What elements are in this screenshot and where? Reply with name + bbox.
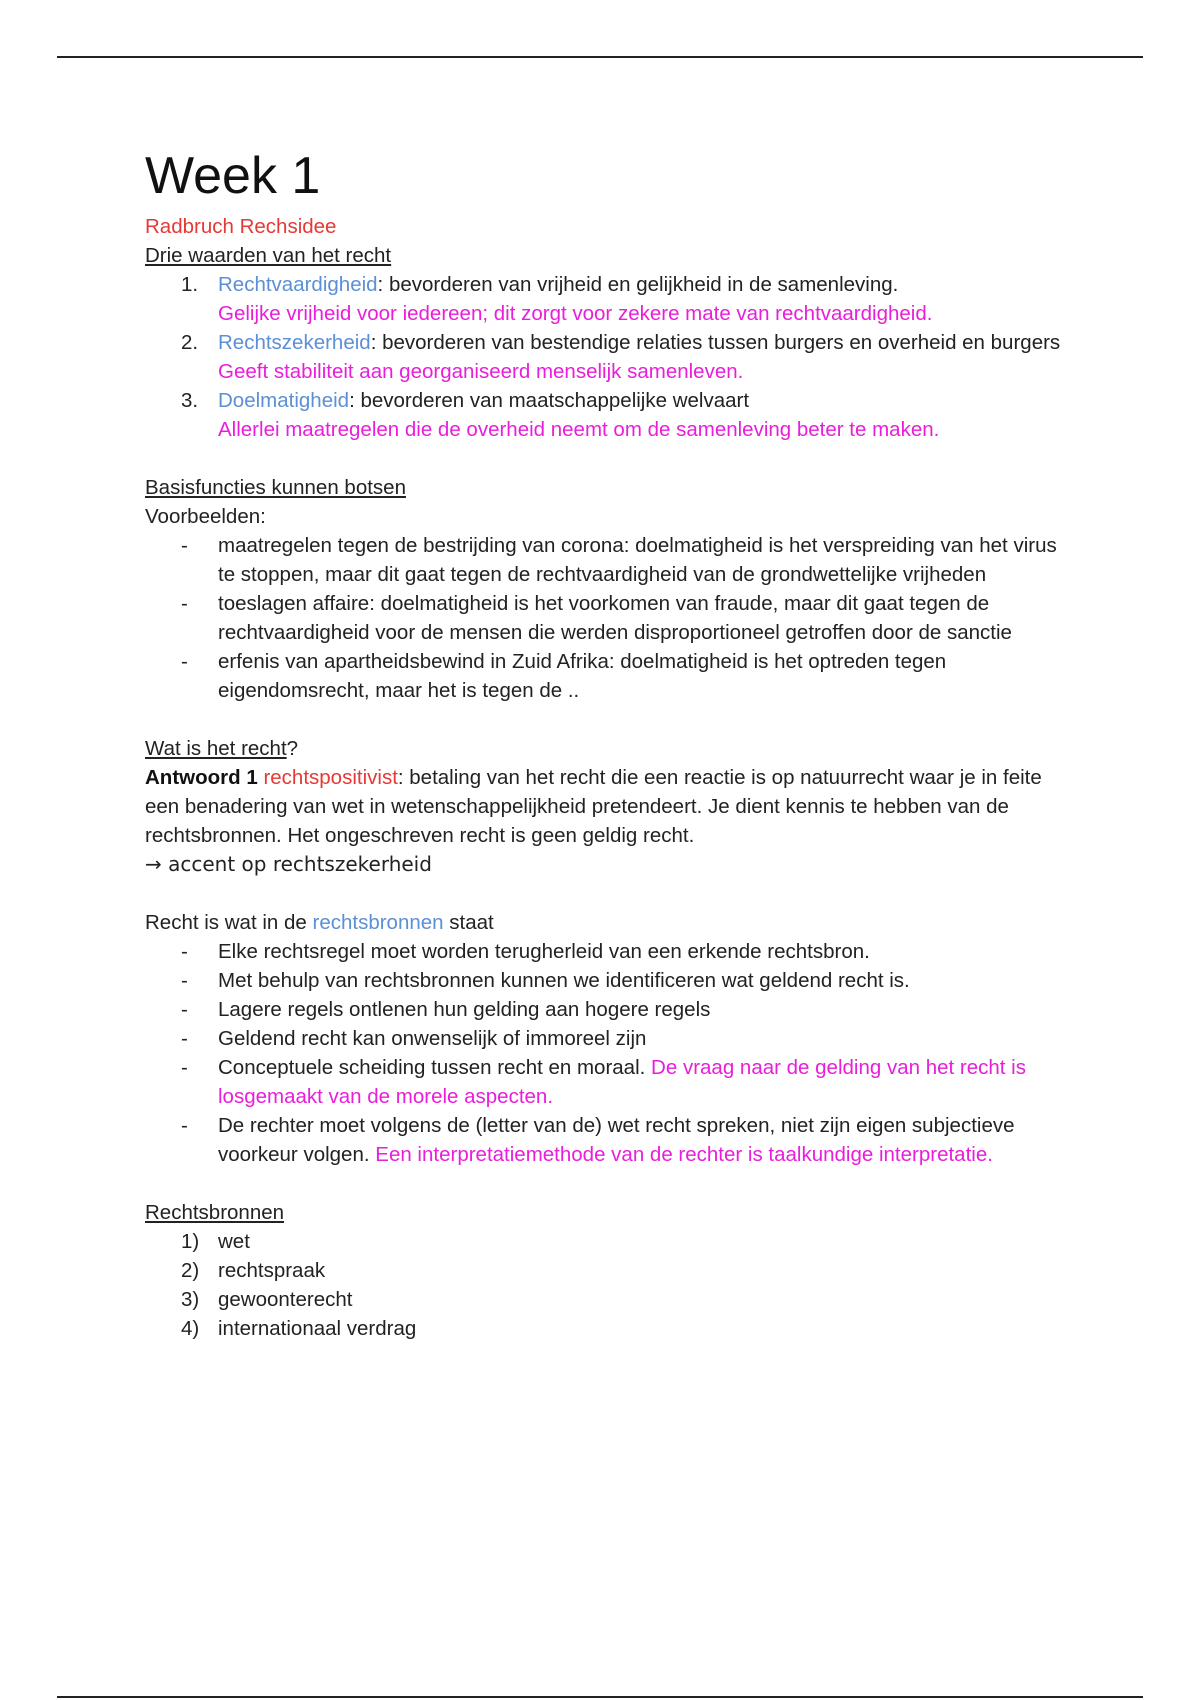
values-list [145, 270, 1075, 444]
principles-list [145, 937, 1075, 1169]
examples-list [145, 531, 1075, 705]
list-item [145, 328, 1075, 386]
term: Doelmatigheid [218, 389, 350, 412]
list-item [145, 1111, 1075, 1169]
list-item [145, 1285, 1075, 1314]
list-item-text: gewoonterecht [218, 1288, 353, 1311]
list-item-text: toeslagen affaire: doelmatigheid is het voorkomen van fraude, maar dit gaat tegen de rechtvaardigheid voor de mensen die werden disproportioneel getroffen door de sanctie [218, 592, 1012, 644]
note: Een interpretatiemethode van de rechter is taalkundige interpretatie. [375, 1143, 993, 1166]
accent-line: → accent op rechtszekerheid [145, 852, 432, 876]
bullet: - [181, 969, 188, 992]
section-heading-drie-waarden: Drie waarden van het recht [145, 244, 392, 267]
list-number: 3. [181, 389, 199, 412]
list-item-text: Met behulp van rechtsbronnen kunnen we identificeren wat geldend recht is. [218, 969, 910, 992]
bullet: - [181, 1114, 188, 1137]
list-number: 4) [181, 1317, 200, 1340]
examples-intro: Voorbeelden: [145, 505, 266, 528]
list-item [145, 1053, 1075, 1111]
answer-term: rechtspositivist [263, 766, 398, 789]
list-number: 3) [181, 1288, 200, 1311]
top-rule [57, 56, 1143, 58]
intro-term: rechtsbronnen [312, 911, 444, 934]
note: De vraag naar de gelding van het recht is losgemaakt van de morele aspecten. [218, 1056, 1026, 1108]
document-page [145, 140, 1075, 1343]
note: Geeft stabiliteit aan georganiseerd menselijk samenleven. [218, 360, 744, 383]
answer-label: Antwoord 1 [145, 766, 258, 789]
answer-text: : betaling van het recht die een reactie is op natuurrecht waar je in feite een benadering van wet in wetenschappelijkheid pretendeert. Je dient kennis te hebben van de rechtsbronnen. Het ongeschreven recht is geen geldig recht. [145, 766, 1042, 847]
list-item-text: Conceptuele scheiding tussen recht en moraal. [218, 1056, 652, 1079]
list-item [145, 966, 1075, 995]
bullet: - [181, 940, 188, 963]
list-item [145, 1256, 1075, 1285]
list-item-text: rechtspraak [218, 1259, 326, 1282]
section-heading-wat-is-recht [145, 734, 1075, 763]
list-item [145, 937, 1075, 966]
list-number: 2) [181, 1259, 200, 1282]
section-heading-rechtsbronnen: Rechtsbronnen [145, 1201, 285, 1224]
section-heading-basisfuncties: Basisfuncties kunnen botsen [145, 476, 406, 499]
page-title: Week 1 [145, 147, 321, 205]
rechtsbronnen-intro [145, 908, 1075, 937]
list-item-text: erfenis van apartheidsbewind in Zuid Afrika: doelmatigheid is het optreden tegen eigendomsrecht, maar het is tegen de .. [218, 650, 947, 702]
bullet: - [181, 592, 188, 615]
bullet: - [181, 534, 188, 557]
list-item [145, 995, 1075, 1024]
heading-text: Wat is het recht [145, 737, 287, 760]
list-item [145, 1227, 1075, 1256]
list-item-text: maatregelen tegen de bestrijding van corona: doelmatigheid is het verspreiding van het virus te stoppen, maar dit gaat tegen de rechtvaardigheid van de grondwettelijke vrijheden [218, 534, 1057, 586]
list-item [145, 1314, 1075, 1343]
list-item [145, 531, 1075, 589]
term: Rechtvaardigheid [218, 273, 378, 296]
sources-list [145, 1227, 1075, 1343]
intro-text-after: staat [443, 911, 494, 934]
term-description: : bevorderen van vrijheid en gelijkheid in de samenleving. [377, 273, 899, 296]
note: Gelijke vrijheid voor iedereen; dit zorgt voor zekere mate van rechtvaardigheid. [218, 302, 933, 325]
list-item-text: internationaal verdrag [218, 1317, 417, 1340]
list-item-text: De rechter moet volgens de (letter van de) wet recht spreken, niet zijn eigen subjectieve voorkeur volgen. [218, 1114, 1015, 1166]
answer-paragraph [145, 763, 1075, 850]
term-description: : bevorderen van bestendige relaties tussen burgers en overheid en burgers [370, 331, 1061, 354]
list-item [145, 386, 1075, 444]
intro-text: Recht is wat in de [145, 911, 313, 934]
bullet: - [181, 998, 188, 1021]
list-item [145, 270, 1075, 328]
list-number: 2. [181, 331, 199, 354]
list-item-text: wet [218, 1230, 250, 1253]
heading-qmark: ? [286, 737, 299, 760]
subtitle: Radbruch Rechsidee [145, 215, 337, 238]
term: Rechtszekerheid [218, 331, 371, 354]
list-item [145, 589, 1075, 647]
list-item-text: Lagere regels ontlenen hun gelding aan hogere regels [218, 998, 711, 1021]
bullet: - [181, 1056, 188, 1079]
list-item-text: Elke rechtsregel moet worden terugherleid van een erkende rechtsbron. [218, 940, 870, 963]
note: Allerlei maatregelen die de overheid neemt om de samenleving beter te maken. [218, 418, 940, 441]
list-item [145, 647, 1075, 705]
list-number: 1) [181, 1230, 200, 1253]
bottom-rule [57, 1696, 1143, 1698]
bullet: - [181, 1027, 188, 1050]
list-item-text: Geldend recht kan onwenselijk of immoreel zijn [218, 1027, 647, 1050]
list-item [145, 1024, 1075, 1053]
list-number: 1. [181, 273, 199, 296]
term-description: : bevorderen van maatschappelijke welvaart [349, 389, 750, 412]
bullet: - [181, 650, 188, 673]
